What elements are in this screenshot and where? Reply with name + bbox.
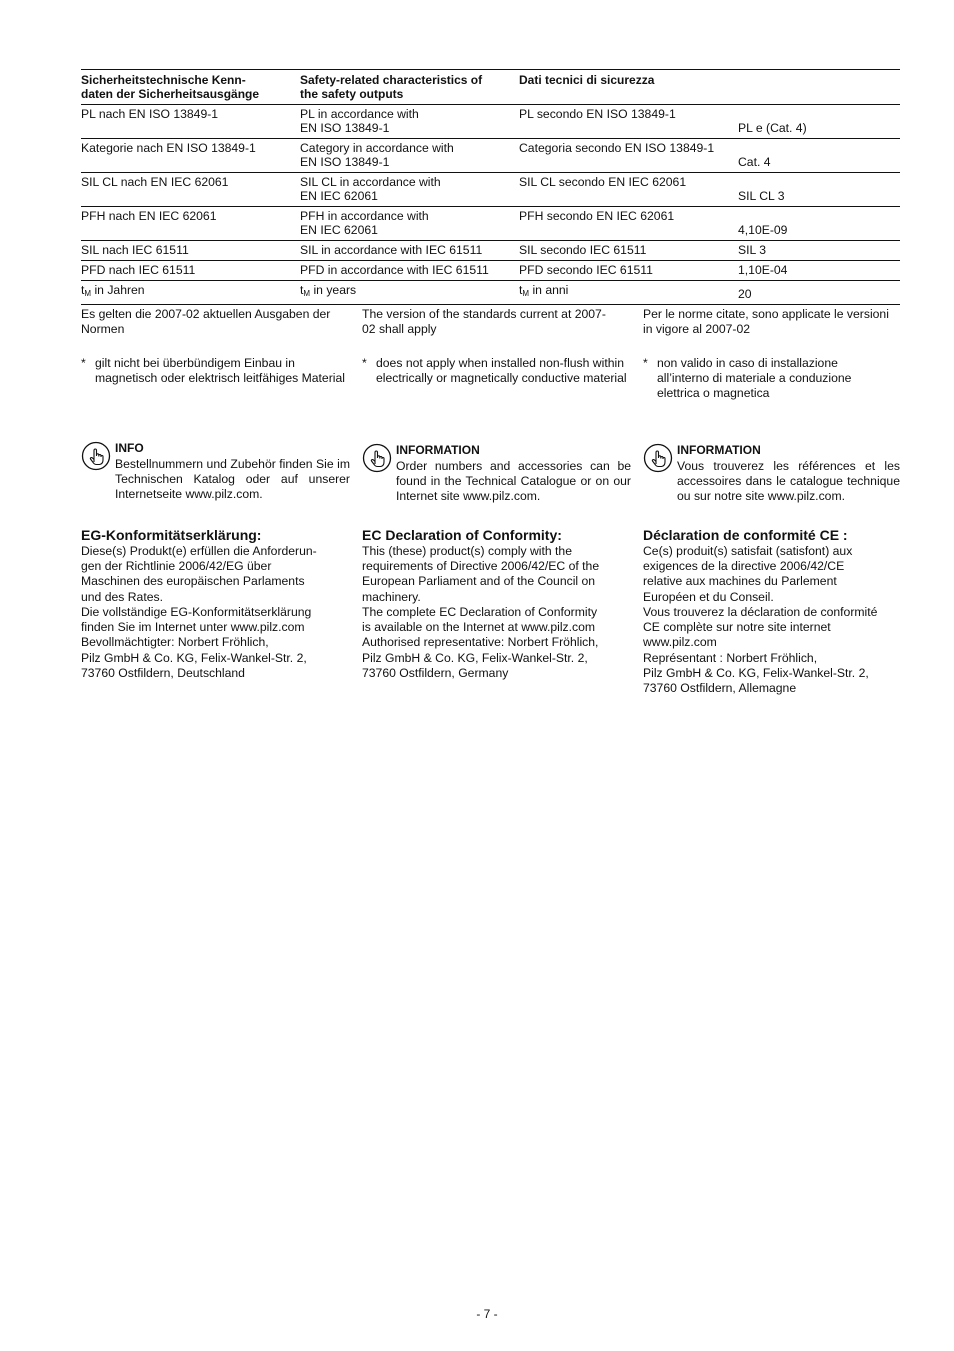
cell-en: $t_M$ in years <box>300 281 519 305</box>
info-boxes <box>81 401 900 504</box>
cell-de: Kategorie nach EN ISO 13849-1 <box>81 139 300 173</box>
declaration-text: This (these) product(s) comply with the requirements of Directive 2006/42/EC of the European Parliament and of the Council on machinery. The complete EC Declaration of Conformity is available on the Internet at www.pilz.com Authorised representative: Norbert Fröhlich, Pilz GmbH & Co. KG, Felix-Wankel-Str. 2, 73760 Ostfildern, Germany <box>362 543 600 681</box>
cell-en: SIL in accordance with IEC 61511 <box>300 241 519 261</box>
declaration-text: Diese(s) Produkt(e) erfüllen die Anforderun- gen der Richtlinie 2006/42/EG über Maschinen des europäischen Parlaments und des Rates. Die vollständige EG-Konformitätserklärung finden Sie im Internet unter www.pilz.com Bevollmächtigter: Norbert Fröhlich, Pilz GmbH & Co. KG, Felix-Wankel-Str. 2, 73760 Ostfildern, Deutschland <box>81 543 317 681</box>
footnote-en: * does not apply when installed non-flush within electrically or magnetically conductive material <box>362 355 627 385</box>
cell-de: PFH nach EN IEC 62061 <box>81 207 300 241</box>
info-text: Order numbers and accessories can be found in the Technical Catalogue or on our Internet site www.pilz.com. <box>396 458 631 504</box>
cell-de: SIL nach IEC 61511 <box>81 241 300 261</box>
info-box-en <box>362 401 643 504</box>
cell-value: 4,10E-09 <box>738 207 900 241</box>
declaration-title: Déclaration de conformité CE : <box>643 526 848 543</box>
header-value <box>738 70 900 105</box>
table-row <box>81 241 900 261</box>
cell-value: 20 <box>738 281 900 305</box>
declarations <box>81 527 900 697</box>
info-text: Vous trouverez les références et les accessoires dans le catalogue technique ou sur notre site www.pilz.com. <box>677 458 900 504</box>
declaration-title: EG-Konformitätserklärung: <box>81 526 262 543</box>
info-box-de <box>81 401 362 504</box>
standards-note-de: Es gelten die 2007-02 aktuellen Ausgaben der Normen <box>81 307 331 337</box>
cell-de: SIL CL nach EN IEC 62061 <box>81 173 300 207</box>
declaration-en <box>362 527 643 697</box>
cell-value: 1,10E-04 <box>738 261 900 281</box>
declaration-fr <box>643 527 900 697</box>
pointing-hand-icon <box>643 443 677 504</box>
cell-de: PFD nach IEC 61511 <box>81 261 300 281</box>
page-content <box>81 69 900 697</box>
pointing-hand-icon <box>81 441 115 502</box>
cell-de: $t_M$ in Jahren <box>81 281 300 305</box>
cell-en: PL in accordance with EN ISO 13849-1 <box>300 105 519 139</box>
table-row <box>81 173 900 207</box>
cell-it: Categoria secondo EN ISO 13849-1 <box>519 139 738 173</box>
cell-it: PL secondo EN ISO 13849-1 <box>519 105 738 139</box>
cell-en: SIL CL in accordance with EN IEC 62061 <box>300 173 519 207</box>
standards-note-en: The version of the standards current at 2007-02 shall apply <box>362 307 606 337</box>
declaration-de <box>81 527 362 697</box>
table-row <box>81 105 900 139</box>
cell-en: Category in accordance with EN ISO 13849-1 <box>300 139 519 173</box>
info-title: INFORMATION <box>677 443 761 458</box>
header-en: Safety-related characteristics of the safety outputs <box>300 70 519 105</box>
header-it: Dati tecnici di sicurezza <box>519 70 738 105</box>
cell-value: PL e (Cat. 4) <box>738 105 900 139</box>
cell-it: PFH secondo EN IEC 62061 <box>519 207 738 241</box>
table-header-row <box>81 70 900 105</box>
cell-value: Cat. 4 <box>738 139 900 173</box>
cell-en: PFH in accordance with EN IEC 62061 <box>300 207 519 241</box>
declaration-text: Ce(s) produit(s) satisfait (satisfont) aux exigences de la directive 2006/42/CE relative aux machines du Parlement Européen et du Conseil. Vous trouverez la déclaration de conformité CE complète sur notre site internet www.pilz.com Représentant : Norbert Fröhlich, Pilz GmbH & Co. KG, Felix-Wankel-Str. 2, 73760 Ostfildern, Allemagne <box>643 543 878 696</box>
header-de: Sicherheitstechnische Kenn- daten der Sicherheitsausgänge <box>81 70 300 105</box>
info-title: INFORMATION <box>396 443 480 458</box>
cell-value: SIL CL 3 <box>738 173 900 207</box>
footnote-it: * non valido in caso di installazione all’interno di materiale a conduzione elettrica o magnetica <box>643 355 852 401</box>
standards-notes <box>81 307 900 338</box>
info-text: Bestellnummern und Zubehör finden Sie im Technischen Katalog oder auf unserer Internetseite www.pilz.com. <box>115 456 350 502</box>
table-row <box>81 207 900 241</box>
cell-it: SIL secondo IEC 61511 <box>519 241 738 261</box>
info-box-fr <box>643 401 900 504</box>
cell-it: SIL CL secondo EN IEC 62061 <box>519 173 738 207</box>
cell-it: PFD secondo IEC 61511 <box>519 261 738 281</box>
pointing-hand-icon <box>362 443 396 504</box>
footnotes <box>81 338 900 402</box>
page-number: - 7 - <box>476 1307 498 1321</box>
table-row-tm <box>81 281 900 305</box>
table-row <box>81 261 900 281</box>
info-title: INFO <box>115 441 144 456</box>
cell-en: PFD in accordance with IEC 61511 <box>300 261 519 281</box>
footnote-de: * gilt nicht bei überbündigem Einbau in magnetisch oder elektrisch leitfähiges Material <box>81 355 345 385</box>
declaration-title: EC Declaration of Conformity: <box>362 526 562 543</box>
standards-note-it: Per le norme citate, sono applicate le versioni in vigore al 2007-02 <box>643 307 889 337</box>
safety-characteristics-table <box>81 69 900 305</box>
cell-value: SIL 3 <box>738 241 900 261</box>
cell-de: PL nach EN ISO 13849-1 <box>81 105 300 139</box>
cell-it: $t_M$ in anni <box>519 281 738 305</box>
table-row <box>81 139 900 173</box>
